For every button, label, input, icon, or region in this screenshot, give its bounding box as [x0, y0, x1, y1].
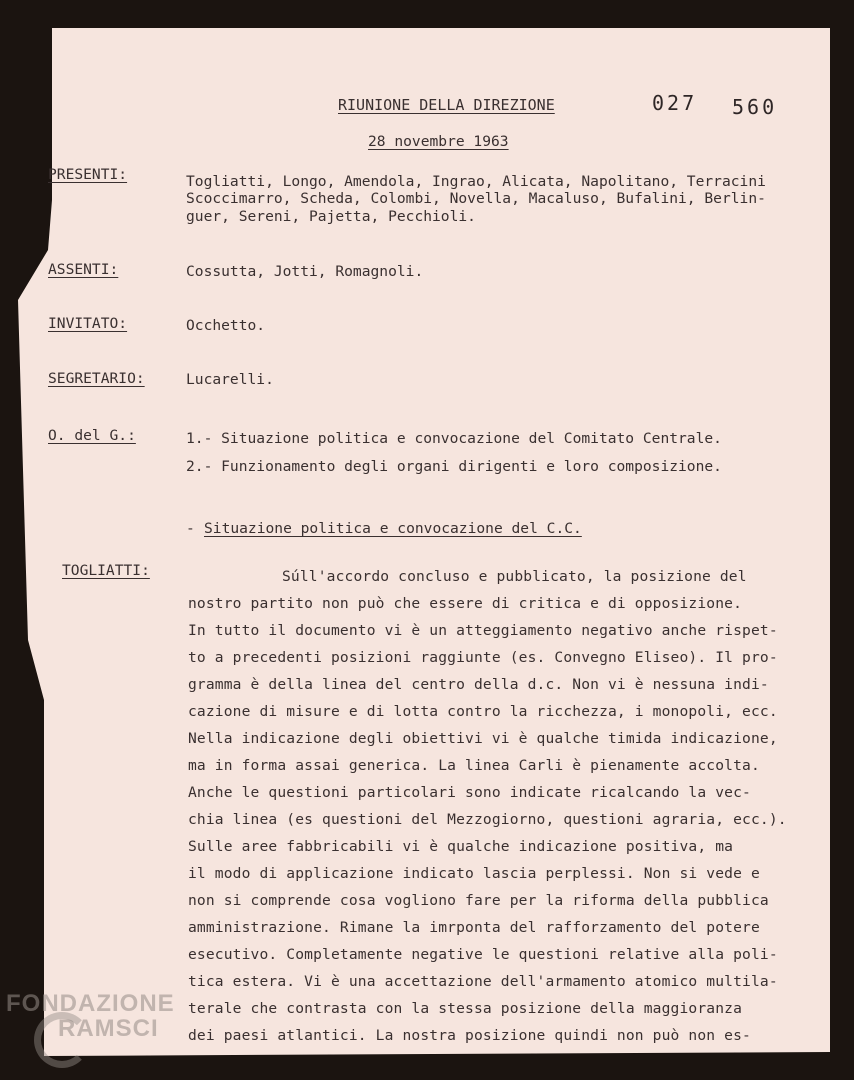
- speech-line: to a precedenti posizioni raggiunte (es. Convegno Eliseo). Il pro-: [188, 649, 778, 666]
- document-number-2: 560: [732, 95, 778, 119]
- speech-line: tica estera. Vi è una accettazione dell'armamento atomico multila-: [188, 973, 778, 990]
- section-dash: -: [186, 520, 195, 537]
- odg-item-1: 1.- Situazione politica e convocazione del Comitato Centrale.: [186, 430, 722, 447]
- presenti-line-2: Scoccimarro, Scheda, Colombi, Novella, Macaluso, Bufalini, Berlin-: [186, 190, 766, 207]
- invitato-value: Occhetto.: [186, 317, 266, 334]
- odg-item-2: 2.- Funzionamento degli organi dirigenti e loro composizione.: [186, 458, 722, 475]
- speech-line: ma in forma assai generica. La linea Carli è pienamente accolta.: [188, 757, 760, 774]
- speech-line: gramma è della linea del centro della d.c. Non vi è nessuna indi-: [188, 676, 769, 693]
- speech-line: chia linea (es questioni del Mezzogiorno, questioni agraria, ecc.).: [188, 811, 787, 828]
- speech-line: Sulle aree fabbricabili vi è qualche indicazione positiva, ma: [188, 838, 734, 855]
- document-number-1: 027: [652, 91, 698, 115]
- speech-line: esecutivo. Completamente negative le questioni relative alla poli-: [188, 946, 778, 963]
- speech-line: amministrazione. Rimane la imrponta del rafforzamento del potere: [188, 919, 760, 936]
- ordine-del-giorno-label: O. del G.:: [48, 427, 136, 444]
- document-date: 28 novembre 1963: [368, 133, 509, 150]
- speech-line: Nella indicazione degli obiettivi vi è qualche timida indicazione,: [188, 730, 778, 747]
- speech-line: cazione di misure e di lotta contro la ricchezza, i monopoli, ecc.: [188, 703, 778, 720]
- speech-line: Súll'accordo concluso e pubblicato, la posizione del: [282, 568, 747, 585]
- speech-line: dei paesi atlantici. La nostra posizione quindi non può non es-: [188, 1027, 751, 1044]
- speaker-name: TOGLIATTI:: [62, 562, 150, 579]
- assenti-label: ASSENTI:: [48, 261, 119, 278]
- segretario-label: SEGRETARIO:: [48, 370, 145, 387]
- watermark-line-2: RAMSCI: [58, 1015, 159, 1042]
- presenti-line-1: Togliatti, Longo, Amendola, Ingrao, Alicata, Napolitano, Terracini: [186, 173, 766, 190]
- speech-line: il modo di applicazione indicato lascia perplessi. Non si vede e: [188, 865, 760, 882]
- presenti-line-3: guer, Sereni, Pajetta, Pecchioli.: [186, 208, 476, 225]
- speech-line: nostro partito non può che essere di critica e di opposizione.: [188, 595, 743, 612]
- speech-line: terale che contrasta con la stessa posizione della maggioranza: [188, 1000, 743, 1017]
- watermark-line-1: FONDAZIONE: [6, 990, 175, 1017]
- document-title: RIUNIONE DELLA DIREZIONE: [338, 96, 555, 114]
- speech-line: non si comprende cosa vogliono fare per la riforma della pubblica: [188, 892, 769, 909]
- speech-line: Anche le questioni particolari sono indicate ricalcando la vec-: [188, 784, 751, 801]
- invitato-label: INVITATO:: [48, 315, 128, 332]
- assenti-value: Cossutta, Jotti, Romagnoli.: [186, 263, 424, 280]
- speech-line: In tutto il documento vi è un atteggiamento negativo anche rispet-: [188, 622, 778, 639]
- segretario-value: Lucarelli.: [186, 371, 274, 388]
- presenti-label: PRESENTI:: [48, 166, 128, 183]
- section-heading: Situazione politica e convocazione del C.C.: [204, 520, 582, 537]
